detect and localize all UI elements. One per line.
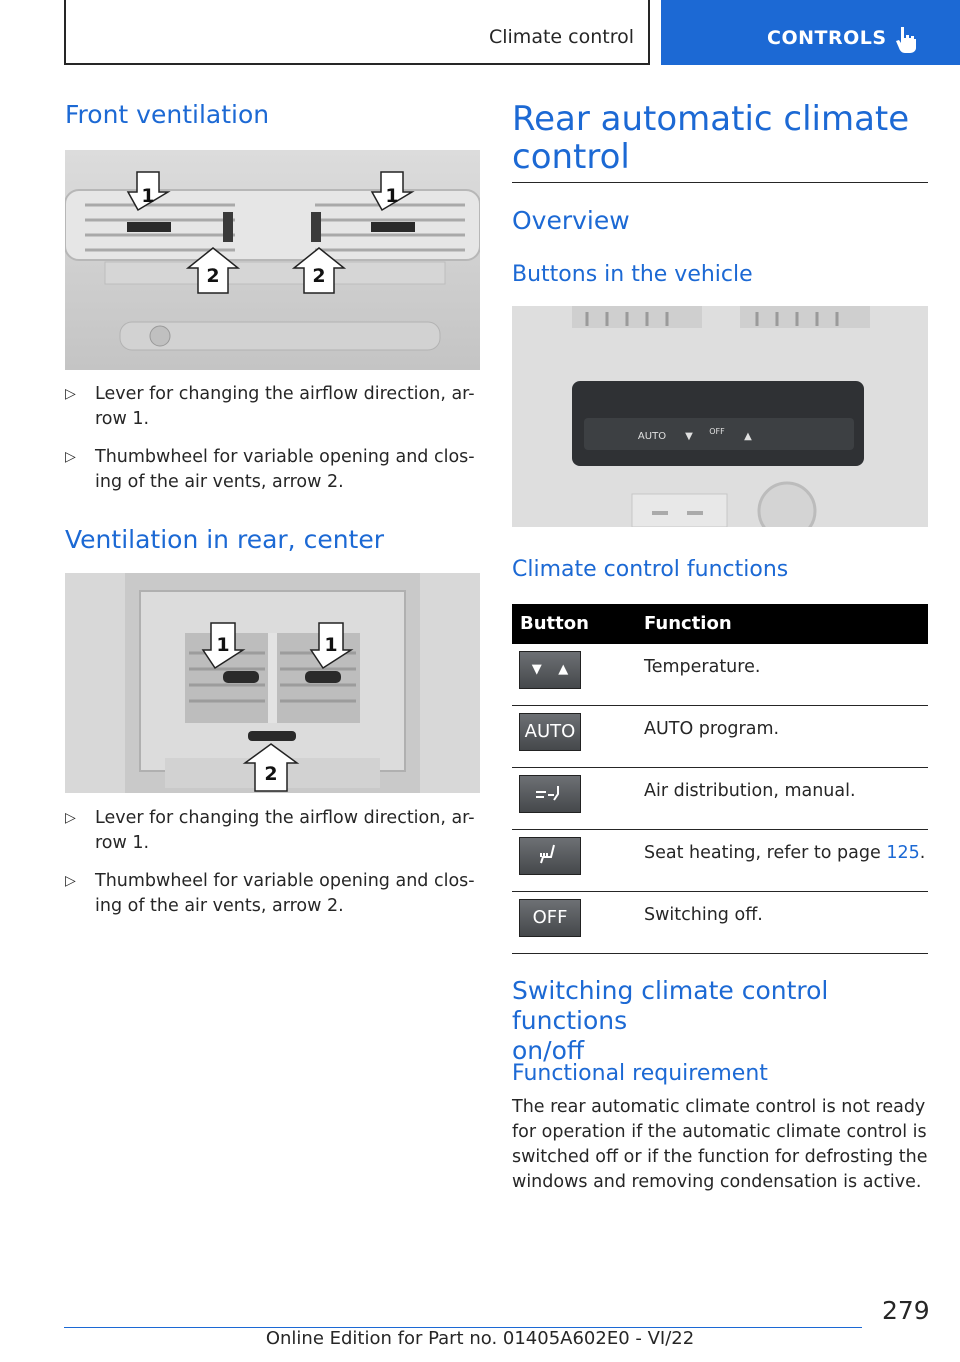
- table-row: Seat heating, refer to page 125.: [512, 830, 928, 892]
- front-ventilation-list: [65, 382, 483, 508]
- rear-ventilation-photo: [65, 573, 480, 793]
- bullet-triangle-icon: ▷: [65, 873, 76, 889]
- switching-heading: Switching climate control functions on/off: [512, 976, 829, 1065]
- functional-requirement-heading: Functional requirement: [512, 1061, 768, 1086]
- arrow-label-2: 2: [264, 763, 278, 785]
- functions-heading: Climate control functions: [512, 557, 789, 582]
- header-section-box: [64, 0, 650, 65]
- table-row: OFF Switching off.: [512, 892, 928, 954]
- header-chapter-title: CONTROLS: [767, 27, 887, 49]
- header-chapter-box: [661, 0, 960, 65]
- arrow-label-2-left: 2: [206, 265, 220, 287]
- title-divider: [512, 182, 928, 183]
- front-ventilation-photo: [65, 150, 480, 370]
- panel-off-label: OFF: [709, 427, 725, 436]
- rear-center-heading: Ventilation in rear, center: [65, 525, 385, 554]
- off-button-icon: OFF: [519, 899, 581, 937]
- table-header: [512, 604, 928, 644]
- table-row: AUTO AUTO program.: [512, 706, 928, 768]
- bullet-triangle-icon: ▷: [65, 449, 76, 465]
- front-ventilation-heading: Front ventilation: [65, 100, 270, 129]
- air-distribution-icon: [519, 775, 581, 813]
- table-row: Air distribution, manual.: [512, 768, 928, 830]
- pointing-hand-icon: [895, 25, 917, 53]
- rear-climate-title: Rear automatic climate control: [512, 99, 910, 177]
- auto-button-icon: AUTO: [519, 713, 581, 751]
- list-item: ▷ Lever for changing the airflow direction, ar-row 1.: [65, 384, 475, 429]
- panel-up-icon: ▲: [744, 431, 752, 442]
- list-item: ▷ Thumbwheel for variable opening and clos-ing of the air vents, arrow 2.: [65, 871, 475, 916]
- rear-control-panel-photo: [512, 306, 928, 527]
- header-button: Button: [520, 613, 589, 634]
- arrow-label-2-right: 2: [312, 265, 326, 287]
- rear-ventilation-list: [65, 806, 483, 932]
- header-section-title: Climate control: [488, 26, 634, 48]
- edition-text: Online Edition for Part no. 01405A602E0 - VI/22: [265, 1328, 695, 1349]
- header-function: Function: [644, 613, 732, 634]
- page-reference-link[interactable]: 125: [886, 843, 920, 863]
- bullet-triangle-icon: ▷: [65, 386, 76, 402]
- list-item: ▷ Thumbwheel for variable opening and clos-ing of the air vents, arrow 2.: [65, 447, 475, 492]
- page-number: 279: [882, 1296, 930, 1325]
- temperature-arrows-icon: ▼ ▲: [519, 651, 581, 689]
- seat-heating-icon: [519, 837, 581, 875]
- buttons-heading: Buttons in the vehicle: [512, 262, 753, 287]
- functions-table: [512, 604, 928, 954]
- arrow-label-1-left: 1: [141, 185, 155, 207]
- arrow-label-1-left: 1: [216, 634, 230, 656]
- bullet-triangle-icon: ▷: [65, 810, 76, 826]
- requirement-paragraph: The rear automatic climate control is not ready for operation if the automatic climate control is switched off or if the function for defrosting the windows and removing condensation is active.: [512, 1097, 928, 1192]
- panel-auto-label: AUTO: [637, 431, 667, 442]
- overview-heading: Overview: [512, 206, 630, 235]
- panel-down-icon: ▼: [685, 431, 693, 442]
- table-row: ▼ ▲ Temperature.: [512, 644, 928, 706]
- arrow-label-1-right: 1: [385, 185, 399, 207]
- arrow-label-1-right: 1: [324, 634, 338, 656]
- list-item: ▷ Lever for changing the airflow direction, ar-row 1.: [65, 808, 475, 853]
